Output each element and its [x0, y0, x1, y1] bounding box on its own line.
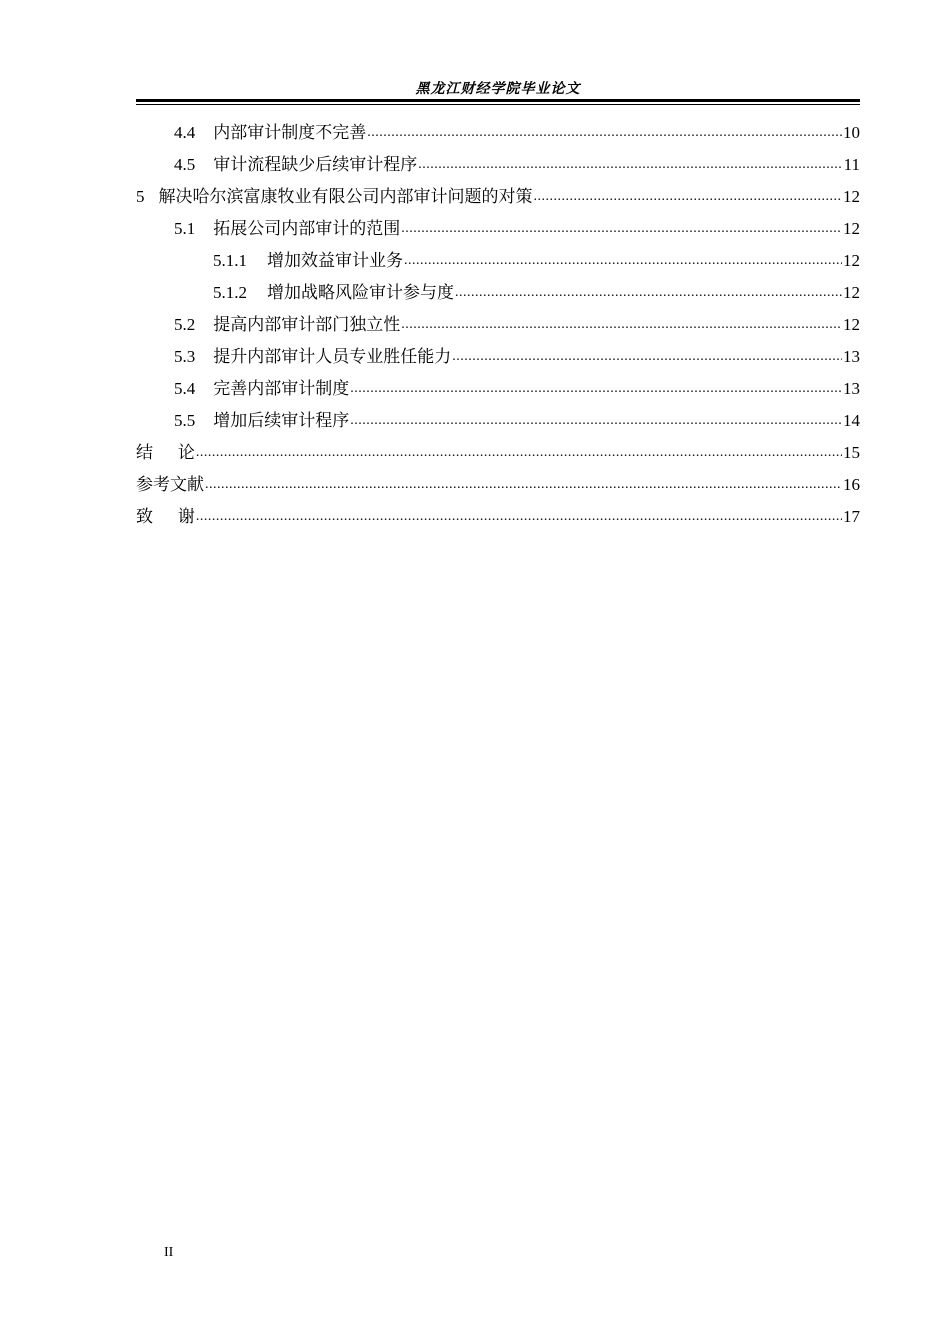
toc-entry-page: 14	[843, 411, 860, 430]
toc-entry-title: 提高内部审计部门独立性	[213, 315, 401, 334]
toc-leader-dots	[350, 371, 842, 405]
toc-entry-number: 5	[136, 187, 145, 206]
toc-entry-title: 参考文献	[136, 475, 204, 494]
toc-entry-page: 12	[843, 315, 860, 334]
toc-entry-title-part-a: 结	[136, 443, 153, 462]
toc-entry-number: 4.5	[174, 155, 196, 174]
table-of-contents	[136, 117, 860, 533]
toc-leader-dots	[196, 435, 842, 469]
toc-entry-page: 12	[843, 251, 860, 270]
toc-leader-dots	[350, 403, 842, 437]
footer-page-number: II	[164, 1245, 174, 1260]
page-header-title: 黑龙江财经学院毕业论文	[415, 82, 581, 97]
toc-entry-4-4[interactable]	[136, 117, 860, 149]
toc-entry-title: 审计流程缺少后续审计程序	[213, 155, 418, 174]
toc-entry-number: 5.1.2	[213, 283, 247, 302]
toc-entry-5-4[interactable]	[136, 373, 860, 405]
toc-entry-title: 增加后续审计程序	[213, 411, 350, 430]
toc-entry-page: 17	[843, 507, 860, 526]
toc-entry-number: 5.3	[174, 347, 196, 366]
toc-entry-title: 增加战略风险审计参与度	[267, 283, 454, 302]
toc-entry-5-1-2[interactable]	[136, 277, 860, 309]
toc-entry-5-5[interactable]	[136, 405, 860, 437]
toc-entry-title: 拓展公司内部审计的范围	[213, 219, 401, 238]
toc-leader-dots	[455, 275, 842, 309]
toc-entry-number: 5.1	[174, 219, 196, 238]
toc-entry-number: 5.2	[174, 315, 196, 334]
toc-entry-title: 完善内部审计制度	[213, 379, 350, 398]
toc-entry-page: 11	[843, 155, 860, 174]
toc-entry-title: 内部审计制度不完善	[213, 123, 367, 142]
toc-entry-page: 16	[843, 475, 860, 494]
toc-entry-page: 12	[843, 283, 860, 302]
toc-entry-references[interactable]	[136, 469, 860, 501]
toc-leader-dots	[367, 115, 842, 149]
toc-entry-page: 10	[843, 123, 860, 142]
toc-entry-title-part-b: 论	[177, 443, 195, 462]
toc-leader-dots	[401, 211, 842, 245]
toc-leader-dots	[205, 467, 842, 501]
toc-entry-4-5[interactable]	[136, 149, 860, 181]
toc-entry-number: 5.4	[174, 379, 196, 398]
toc-entry-conclusion[interactable]	[136, 437, 860, 469]
toc-entry-5-1[interactable]	[136, 213, 860, 245]
toc-entry-page: 12	[843, 187, 860, 206]
toc-entry-acknowledgements[interactable]	[136, 501, 860, 533]
toc-leader-dots	[534, 179, 843, 213]
toc-leader-dots	[401, 307, 842, 341]
toc-entry-number: 5.1.1	[213, 251, 247, 270]
toc-entry-5-3[interactable]	[136, 341, 860, 373]
toc-entry-number: 4.4	[174, 123, 196, 142]
toc-entry-page: 13	[843, 347, 860, 366]
toc-entry-title-part-b: 谢	[177, 507, 195, 526]
toc-entry-title: 增加效益审计业务	[267, 251, 403, 270]
toc-leader-dots	[196, 499, 842, 533]
toc-leader-dots	[452, 339, 842, 373]
header-rule-thick	[136, 99, 860, 102]
toc-leader-dots	[418, 147, 842, 181]
toc-entry-title-part-a: 致	[136, 507, 153, 526]
toc-entry-page: 13	[843, 379, 860, 398]
toc-entry-title: 提升内部审计人员专业胜任能力	[213, 347, 452, 366]
toc-entry-number: 5.5	[174, 411, 196, 430]
toc-entry-5-2[interactable]	[136, 309, 860, 341]
toc-leader-dots	[404, 243, 842, 277]
toc-entry-5-1-1[interactable]	[136, 245, 860, 277]
toc-entry-5[interactable]	[136, 181, 860, 213]
toc-entry-page: 12	[843, 219, 860, 238]
toc-entry-page: 15	[843, 443, 860, 462]
toc-entry-title: 解决哈尔滨富康牧业有限公司内部审计问题的对策	[158, 187, 533, 206]
header-rule-thin	[136, 104, 860, 105]
